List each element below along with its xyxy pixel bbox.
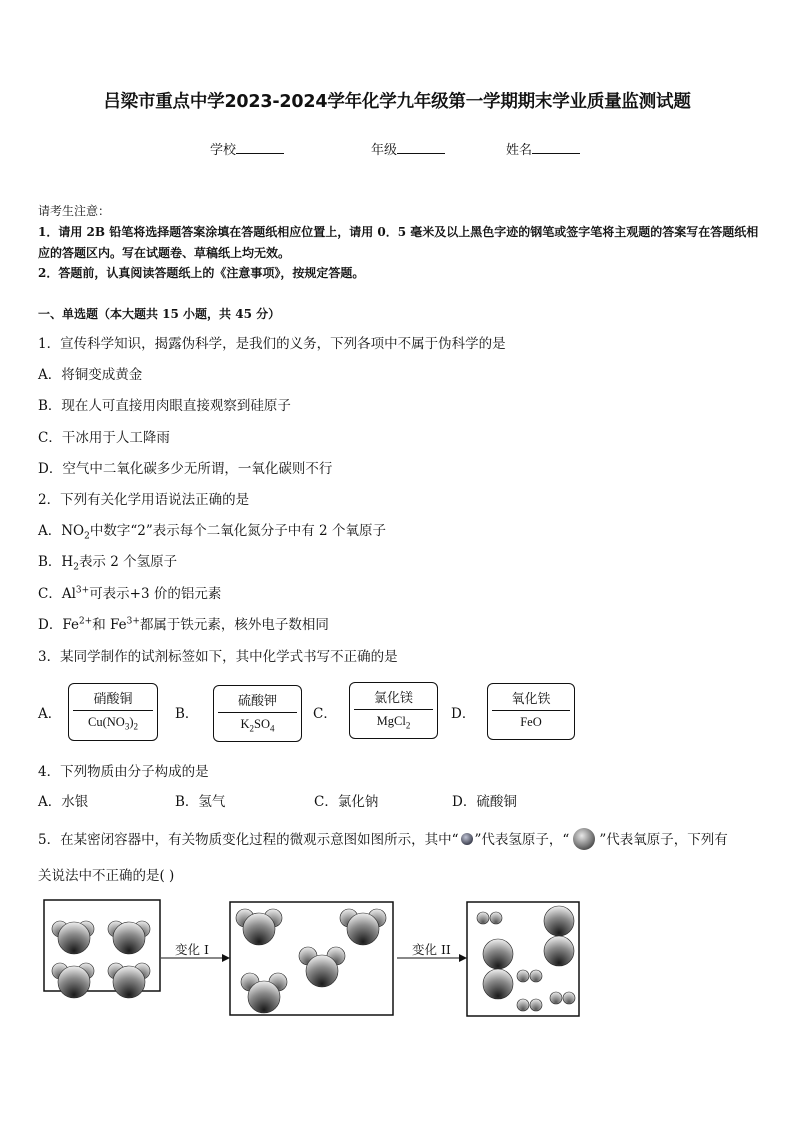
notes-item-1: 1．请用 2B 铅笔将选择题答案涂填在答题纸相应位置上，请用 0．5 毫米及以上黑色字迹的钢笔或签字笔将主观题的答案写在答题纸相应的答题区内。写在试题卷、草稿纸上均无效。 bbox=[38, 225, 759, 260]
question-2-stem: 2．下列有关化学用语说法正确的是 bbox=[38, 492, 250, 508]
q3-label-a-formula: $Cu(NO_3)_2$ bbox=[88, 715, 138, 732]
question-4-stem: 4．下列物质由分子构成的是 bbox=[38, 764, 209, 780]
q3-option-a-letter[interactable]: A． bbox=[38, 706, 62, 722]
grade-field[interactable] bbox=[371, 139, 445, 158]
q3-label-a-name: 硝酸铜 bbox=[73, 688, 152, 711]
question-2-option-d[interactable] bbox=[38, 613, 329, 633]
q2c-post: 可表示+3 价的铝元素 bbox=[89, 586, 222, 602]
q2c-pre: C．Al bbox=[38, 586, 76, 602]
question-1-option-b[interactable]: B．现在人可直接用肉眼直接观察到硅原子 bbox=[38, 398, 291, 414]
q5-diagram bbox=[40, 895, 585, 1025]
q3-label-d-formula: FeO bbox=[520, 715, 542, 729]
question-1-option-a[interactable]: A．将铜变成黄金 bbox=[38, 367, 143, 383]
q3-option-b-letter[interactable]: B． bbox=[175, 706, 199, 722]
question-5-stem-line2: 关说法中不正确的是( ) bbox=[38, 868, 175, 884]
q2b-sub: 2 bbox=[73, 562, 79, 573]
page-title: 吕梁市重点中学2023-2024学年化学九年级第一学期期末学业质量监测试题 bbox=[103, 92, 691, 112]
question-4-option-c[interactable]: C．氯化钠 bbox=[314, 794, 379, 810]
question-5-stem bbox=[38, 827, 728, 851]
q2a-post: 中数字“2”表示每个二氧化氮分子中有 2 个氧原子 bbox=[89, 523, 386, 539]
school-label: 学校 bbox=[210, 143, 237, 158]
q2b-post: 表示 2 个氢原子 bbox=[78, 554, 178, 570]
q3-label-b-name: 硫酸钾 bbox=[218, 690, 297, 713]
q3-label-a[interactable] bbox=[68, 683, 158, 741]
question-4-option-a[interactable]: A．水银 bbox=[38, 794, 89, 810]
change-1-label: 变化 I bbox=[175, 942, 209, 957]
notes-heading: 请考生注意： bbox=[38, 204, 111, 218]
q3-label-c-name: 氯化镁 bbox=[354, 687, 433, 710]
q5-stem-part2: ”代表氢原子，“ bbox=[474, 832, 570, 848]
q5-stem-part1: 5．在某密闭容器中，有关物质变化过程的微观示意图如图所示，其中“ bbox=[38, 832, 459, 848]
q2a-sub: 2 bbox=[84, 531, 90, 542]
q3-label-c-formula: MgCl$_2$ bbox=[376, 714, 411, 731]
section-heading: 一、单选题（本大题共 15 小题，共 45 分） bbox=[38, 307, 281, 321]
q2d-sup1: 2+ bbox=[78, 616, 93, 627]
hydrogen-atom-legend-icon bbox=[459, 832, 475, 846]
q3-label-d[interactable] bbox=[487, 683, 575, 740]
change-2-label: 变化 II bbox=[412, 942, 451, 957]
q3-option-c-letter[interactable]: C． bbox=[313, 706, 337, 722]
h2o2-molecule bbox=[108, 963, 150, 998]
q3-label-d-name: 氧化铁 bbox=[492, 688, 570, 711]
name-label: 姓名 bbox=[506, 143, 533, 158]
q2d-mid: 和 Fe bbox=[92, 617, 127, 633]
q2b-pre: B．H bbox=[38, 554, 74, 570]
question-3-stem: 3．某同学制作的试剂标签如下，其中化学式书写不正确的是 bbox=[38, 649, 398, 665]
q2d-sup2: 3+ bbox=[126, 616, 140, 627]
q3-label-b-formula: $K_2SO_4$ bbox=[240, 717, 275, 734]
oxygen-atom-legend-icon bbox=[569, 827, 599, 851]
q2c-sup: 3+ bbox=[75, 585, 90, 596]
name-field[interactable] bbox=[506, 139, 580, 158]
q5-stem-part3: ”代表氧原子，下列有 bbox=[599, 832, 728, 848]
question-1-option-d[interactable]: D．空气中二氧化碳多少无所谓，一氧化碳则不行 bbox=[38, 461, 333, 477]
q2d-post: 都属于铁元素，核外电子数相同 bbox=[139, 617, 329, 633]
question-4-option-b[interactable]: B．氢气 bbox=[175, 794, 226, 810]
question-2-option-c[interactable] bbox=[38, 582, 221, 602]
notes-item-2: 2．答题前，认真阅读答题纸上的《注意事项》，按规定答题。 bbox=[38, 266, 365, 280]
q3-option-d-letter[interactable]: D． bbox=[451, 706, 476, 722]
school-field[interactable] bbox=[210, 139, 284, 158]
question-2-option-a[interactable] bbox=[38, 519, 386, 542]
question-4-option-d[interactable]: D．硫酸铜 bbox=[452, 794, 517, 810]
q2a-pre: A．NO bbox=[38, 523, 85, 539]
question-2-option-b[interactable] bbox=[38, 550, 177, 573]
question-1-option-c[interactable]: C．干冰用于人工降雨 bbox=[38, 430, 170, 446]
h2o2-molecule bbox=[52, 963, 94, 998]
q3-label-b[interactable] bbox=[213, 685, 302, 742]
q2d-pre: D．Fe bbox=[38, 617, 79, 633]
grade-label: 年级 bbox=[371, 143, 398, 158]
question-1-stem: 1．宣传科学知识，揭露伪科学，是我们的义务，下列各项中不属于伪科学的是 bbox=[38, 336, 506, 352]
q3-label-c[interactable] bbox=[349, 682, 438, 739]
